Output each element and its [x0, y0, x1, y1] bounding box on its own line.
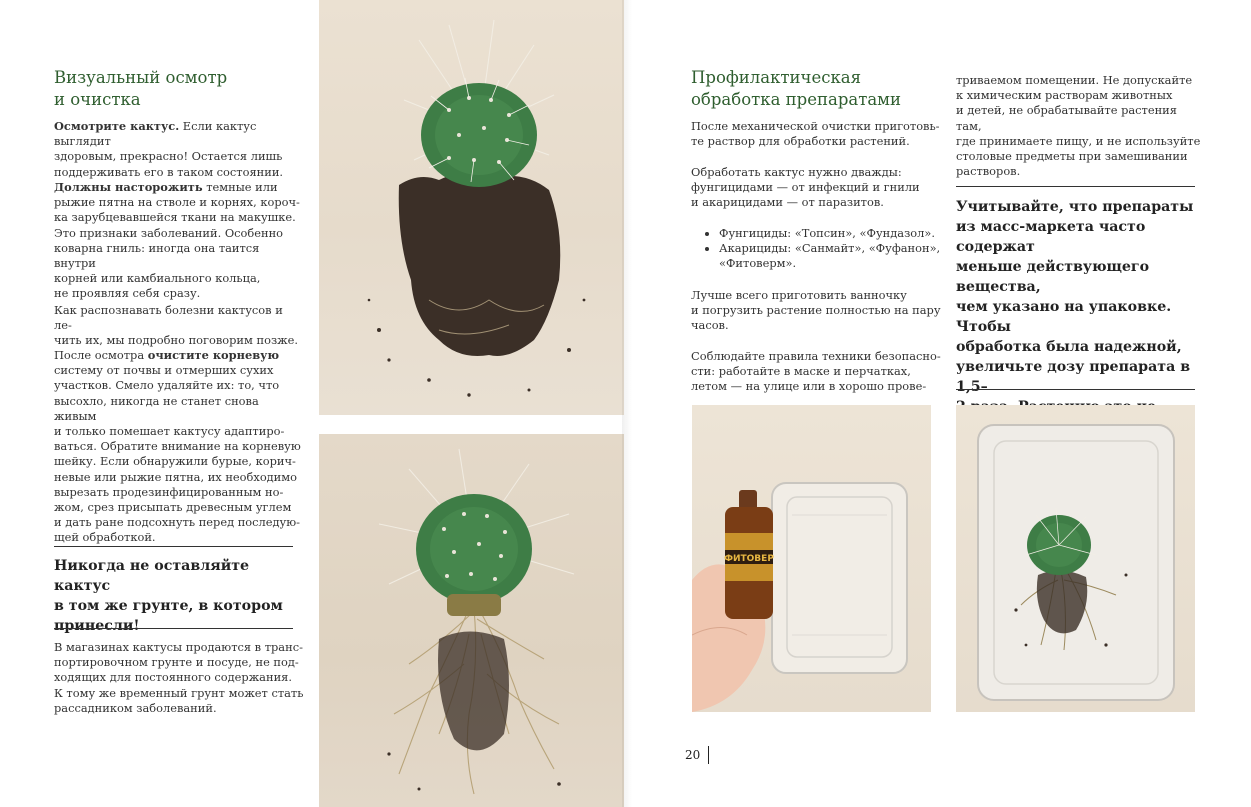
bold-inspect: Осмотрите кактус.	[54, 119, 180, 133]
list-item: • Акарициды: «Санмайт», «Фуфанон», «Фитоверм».	[719, 241, 969, 271]
text-warning: темные или рыжие пятна на стволе и корнях, короч- ка зарубцевавшейся ткани на макушке. Это признаки заболеваний. Особенно коварна гниль: иногда она таится внутри корней или камбиального кольца, не проявляя себя сразу.	[54, 180, 300, 301]
paragraph-bath: Лучше всего приготовить ванночку и погрузить растение полностью на пару часов.	[691, 288, 941, 333]
paragraph-prepare-solution: После механической очистки приготовь- те раствор для обработки растений.	[691, 119, 940, 149]
bold-fungicides: фунгицидами	[691, 180, 773, 195]
divider-bottom-right	[956, 389, 1195, 390]
list-item: • Фунгициды: «Топсин», «Фундазол».	[719, 226, 969, 241]
divider-top-left	[54, 546, 293, 547]
bold-clean: очистите корневую	[147, 348, 280, 362]
bold-warning: Должны насторожить	[54, 180, 203, 194]
paragraph-warning-signs	[54, 180, 304, 302]
paragraph-transport-soil: В магазинах кактусы продаются в транс- портировочном грунте и посуде, не под- ходящих для постоянного содержания. К тому же временный грунт может стать рассадником заболеваний.	[54, 640, 304, 715]
left-heading: Визуальный осмотр и очистка	[54, 68, 228, 109]
paragraph-clean-roots	[54, 348, 304, 546]
text-clean-pre: После осмотра	[54, 348, 148, 362]
photo-cactus-clean-roots	[319, 434, 624, 807]
right-heading: Профилактическая обработка препаратами	[691, 68, 902, 109]
divider-top-right	[956, 186, 1195, 187]
callout-right: Учитывайте, что препараты из масс-маркета часто содержат меньше действующего вещества, чем указано на упаковке. Чтобы обработка была надежной, увеличьте дозу препарата в 1,5–	[956, 199, 1194, 395]
paragraph-treat-twice	[691, 165, 941, 211]
page-number-divider	[708, 746, 709, 764]
callout-left: Никогда не оставляйте кактус в том же грунте, в котором принесли!	[54, 558, 283, 634]
cactus-tray-illustration	[956, 405, 1195, 712]
photo-fungicide-bottle	[692, 405, 931, 712]
bottle-tray-illustration	[692, 405, 931, 712]
text-inspect: Если кактус выглядит здоровым, прекрасно! Остается лишь поддерживать его в таком состоянии.	[54, 119, 284, 179]
bottle-label: ФИТОВЕР	[724, 554, 774, 564]
cactus-soil-illustration	[319, 0, 624, 415]
text-treat-pre: Обработать кактус нужно дважды:	[691, 165, 902, 179]
paragraph-diseases: Как распознавать болезни кактусов и ле- чить их, мы подробно поговорим позже.	[54, 303, 299, 348]
page-number: 20	[685, 748, 701, 762]
preparations-list	[691, 226, 969, 272]
text-treat-mid: — от инфекций и гнили и	[691, 180, 920, 210]
right-page	[625, 0, 1251, 807]
text-treat-end: — от паразитов.	[782, 195, 884, 210]
cactus-roots-illustration	[319, 434, 624, 807]
text-clean-rest: систему от почвы и отмерших сухих участков. Смело удаляйте их: то, что высохло, никогда не станет снова живым и только помешает кактусу адаптиро- ваться. Обратите внимание на корневую шейку. Если обнаружили бурые, корич- невые или рыжие пятна, их необходимо вырезать продезинфицированным но- жом, срез присыпать древесным углем и дать ране подсохнуть перед последую- щей обработкой.	[54, 363, 301, 545]
bold-acaricides: акарицидами	[702, 195, 783, 210]
paragraph-inspect	[54, 119, 304, 180]
photo-cactus-in-tray	[956, 405, 1195, 712]
paragraph-safety: Соблюдайте правила техники безопасно- сти: работайте в маске и перчатках, летом — на улице или в хорошо прове-	[691, 349, 941, 394]
left-page	[0, 0, 625, 807]
photo-cactus-with-soil	[319, 0, 624, 415]
paragraph-safety-continued: триваемом помещении. Не допускайте к химическим растворам животных и детей, не обрабатывайте растения там, где принимаете пищу, и не используйте столовые предметы при замешивании растворов.	[956, 73, 1201, 179]
divider-bottom-left	[54, 628, 293, 629]
